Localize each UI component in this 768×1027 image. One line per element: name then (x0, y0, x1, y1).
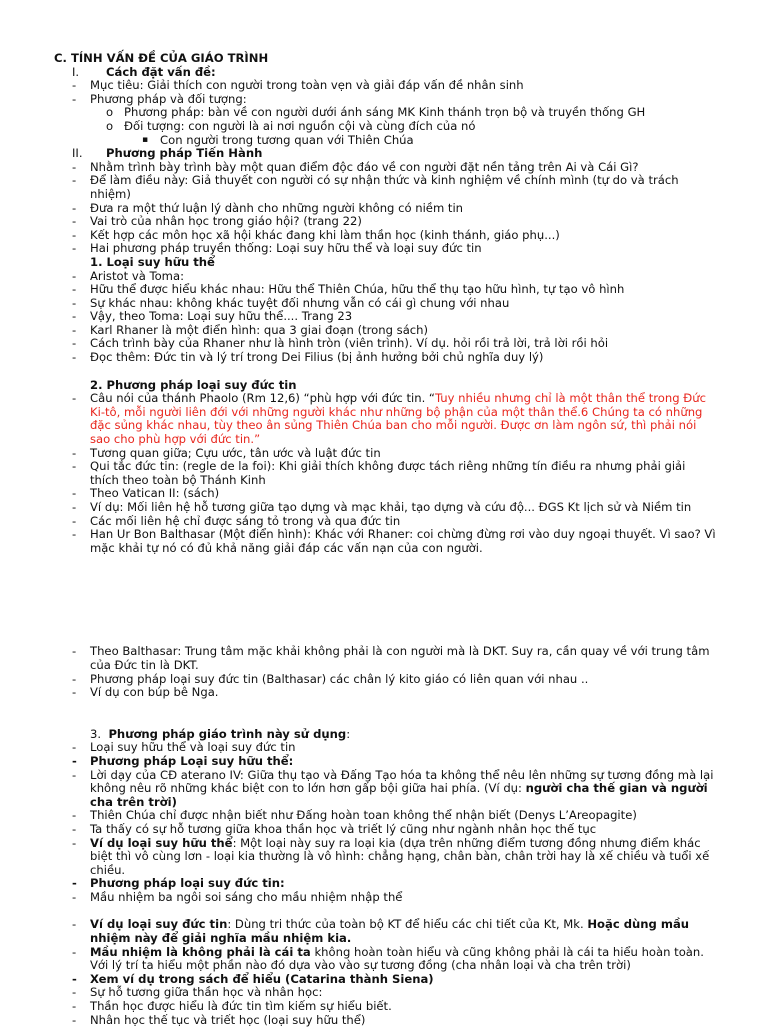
bullet-line: - Karl Rhaner là một điển hình: qua 3 giai đoạn (trong sách) (0, 324, 768, 338)
bullet-line-quote (0, 392, 768, 446)
section-1-number: I. (72, 64, 80, 79)
bullet-line: - Các mối liên hệ chỉ được sáng tỏ trong và qua đức tin (0, 515, 768, 529)
text-run: không hoàn toàn hiểu và cũng không phải là cái ta hiểu hoàn toàn. Với lý trí ta hiểu một phần nào đó dựa vào vào sự tương đồng (cha nhân loại và cha trên trời) (90, 944, 704, 973)
bullet-line: - Thiên Chúa chỉ được nhận biết như Đấng hoàn toan không thể nhận biết (Denys L’Areopagite) (0, 809, 768, 823)
text-run: : Một loại này suy ra loại kia (dựa trên những điểm tương đồng nhưng điểm khác biệt thì vô cùng lơn - loại kia thường là vô hình: chẳng hạng, chân bàn, chân trời hay là xế chiều và tuổi xế chiều. (90, 835, 710, 877)
bullet-line: - Sự khác nhau: không khác tuyệt đối nhưng vẫn có cái gì chung với nhau (0, 297, 768, 311)
bullet-line: - Loại suy hữu thể và loại suy đức tin (0, 741, 768, 755)
document-page (0, 52, 768, 1027)
subheading-3-title: Phương pháp giáo trình này sử dụng (108, 726, 347, 741)
bullet-line: - Mầu nhiệm ba ngôi soi sáng cho mầu nhiệm nhập thể (0, 891, 768, 905)
sub-sub-bullet-line: ▪ Con người trong tương quan với Thiên Chúa (0, 134, 768, 148)
bullet-line: - Hai phương pháp truyền thống: Loại suy hữu thể và loại suy đức tin (0, 242, 768, 256)
bullet-line: - Cách trình bày của Rhaner như là hình tròn (viên trình). Ví dụ. hỏi rồi trả lời, trả lời rồi hỏi (0, 337, 768, 351)
subheading-3-colon: : (346, 726, 351, 741)
text-run: Lời dạy của CĐ aterano IV: Giữa thụ tạo và Đấng Tạo hóa ta không thể nêu lên những sự tương đồng mà lại không nêu rõ những khác biệt con to lớn hơn gấp bội giữa hai phía. (Ví dụ: (90, 767, 714, 796)
bullet-line: - Phương pháp loại suy đức tin: (0, 877, 768, 891)
bullet-line: - Qui tắc đức tin: (regle de la foi): Khi giải thích không được tách riêng những tín điều ra nhưng phải giải thích theo toàn bộ Thánh Kinh (0, 460, 768, 487)
bullet-line: - Kết hợp các môn học xã hội khác đang khi làm thần học (kinh thánh, giáo phụ...) (0, 229, 768, 243)
bullet-line: - Vậy, theo Toma: Loại suy hữu thể.... Trang 23 (0, 310, 768, 324)
text-run-bold: người cha thế gian và người cha trên trời) (90, 781, 708, 809)
bullet-line: - Vai trò của nhân học trong giáo hội? (trang 22) (0, 215, 768, 229)
bullet-line: - Aristot và Toma: (0, 270, 768, 284)
subheading-2: 2. Phương pháp loại suy đức tin (90, 377, 297, 392)
text-run-bold: Ví dụ loại suy đức tin (90, 917, 228, 932)
bullet-line: - Để làm điều này: Giả thuyết con người có sự nhận thức và kinh nghiệm về chính mình (tự do và trách nhiệm) (0, 174, 768, 201)
section-2-title: Phương pháp Tiến Hành (106, 146, 263, 161)
section-1-title: Cách đặt vấn đề: (106, 64, 216, 79)
bullet-line: - Theo Vatican II: (sách) (0, 487, 768, 501)
quote-red-text: Tuy nhiều nhưng chỉ là một thân thể trong Đức Ki-tô, mỗi người liên đới với những người khác như những bộ phận của một thân thể.6 Chúng ta có những đặc sủng khác nhau, tùy theo ân sủng Thiên Chúa ban cho mỗi người. Được ơn làm ngôn sứ, thì phải nói sao cho phù hợp với đức tin.” (90, 391, 706, 447)
bullet-line: - Thần học được hiểu là đức tin tìm kiếm sự hiểu biết. (0, 1000, 768, 1014)
section-1-heading (0, 66, 768, 80)
bullet-line (0, 946, 768, 973)
bullet-line: - Nhân học thế tục và triết học (loại suy hữu thể) (0, 1014, 768, 1027)
subheading-3-number: 3. (90, 726, 102, 741)
sub-bullet-line: o Đối tượng: con người là ai nơi nguồn cội và cùng đích của nó (0, 120, 768, 134)
bullet-line: - Phương pháp loại suy đức tin (Balthasar) các chân lý kito giáo có liên quan với nhau .. (0, 673, 768, 687)
text-run-bold: Hoặc dùng mầu nhiệm này để giải nghĩa mầu nhiệm kia. (90, 917, 690, 946)
bullet-line (0, 918, 768, 945)
bullet-line: - Đọc thêm: Đức tin và lý trí trong Dei Filius (bị ảnh hưởng bởi chủ nghĩa duy lý) (0, 351, 768, 365)
bullet-line: - Sự hỗ tương giữa thần học và nhân học: (0, 986, 768, 1000)
bullet-line: - Ví dụ: Mối liên hệ hỗ tương giữa tạo dựng và mạc khải, tạo dựng và cứu độ... ĐGS Kt lịch sử và Niềm tin (0, 501, 768, 515)
bullet-line: - Mục tiêu: Giải thích con người trong toàn vẹn và giải đáp vấn đề nhân sinh (0, 79, 768, 93)
section-2-number: II. (72, 146, 83, 161)
text-run-bold: Mầu nhiệm là không phải là cái ta (90, 944, 311, 959)
bullet-line (0, 769, 768, 810)
bullet-line: - Phương pháp Loại suy hữu thể: (0, 755, 768, 769)
sub-bullet-line: o Phương pháp: bàn về con người dưới ánh sáng MK Kinh thánh trọn bộ và truyền thống GH (0, 106, 768, 120)
quote-intro: Câu nói của thánh Phaolo (Rm 12,6) “phù hợp với đức tin. “ (90, 391, 435, 406)
bullet-line: - Tương quan giữa; Cựu ước, tân ước và luật đức tin (0, 447, 768, 461)
text-run: : Dùng tri thức của toàn bộ KT để hiểu các chi tiết của Kt, Mk. (227, 917, 588, 932)
bullet-line: - Hữu thể được hiểu khác nhau: Hữu thể Thiên Chúa, hữu thể thụ tạo hữu hình, tự tạo vô hình (0, 283, 768, 297)
bullet-line: - Han Ur Bon Balthasar (Một điển hình): Khác với Rhaner: coi chừng đừng rơi vào duy ngoại thuyết. Vì sao? Vì mặc khải tự nó có đủ khả năng giải đáp các vấn nạn của con người. (0, 528, 768, 555)
bullet-line: - Phương pháp và đối tượng: (0, 93, 768, 107)
bullet-line: - Ta thấy có sự hỗ tương giữa khoa thần học và triết lý cũng như ngành nhân học thế tục (0, 823, 768, 837)
bullet-line (0, 837, 768, 878)
subheading-1: 1. Loại suy hữu thể (90, 254, 215, 269)
subheading-3 (0, 728, 768, 742)
bullet-line: - Theo Balthasar: Trung tâm mặc khải không phải là con người mà là DKT. Suy ra, cần quay về với trung tâm của Đức tin là DKT. (0, 645, 768, 672)
bullet-line: - Đưa ra một thứ luận lý dành cho những người không có niềm tin (0, 202, 768, 216)
bullet-line: - Xem ví dụ trong sách để hiểu (Catarina thành Siena) (0, 973, 768, 987)
bullet-line: - Nhằm trình bày trình bày một quan điểm độc đáo về con người đặt nền tảng trên Ai và Cái Gì? (0, 161, 768, 175)
bullet-line: - Ví dụ con búp bê Nga. (0, 686, 768, 700)
text-run-bold: Ví dụ loại suy hữu thể (90, 835, 233, 850)
document-title: C. TÍNH VẤN ĐỀ CỦA GIÁO TRÌNH (54, 51, 269, 65)
section-2-heading (0, 147, 768, 161)
